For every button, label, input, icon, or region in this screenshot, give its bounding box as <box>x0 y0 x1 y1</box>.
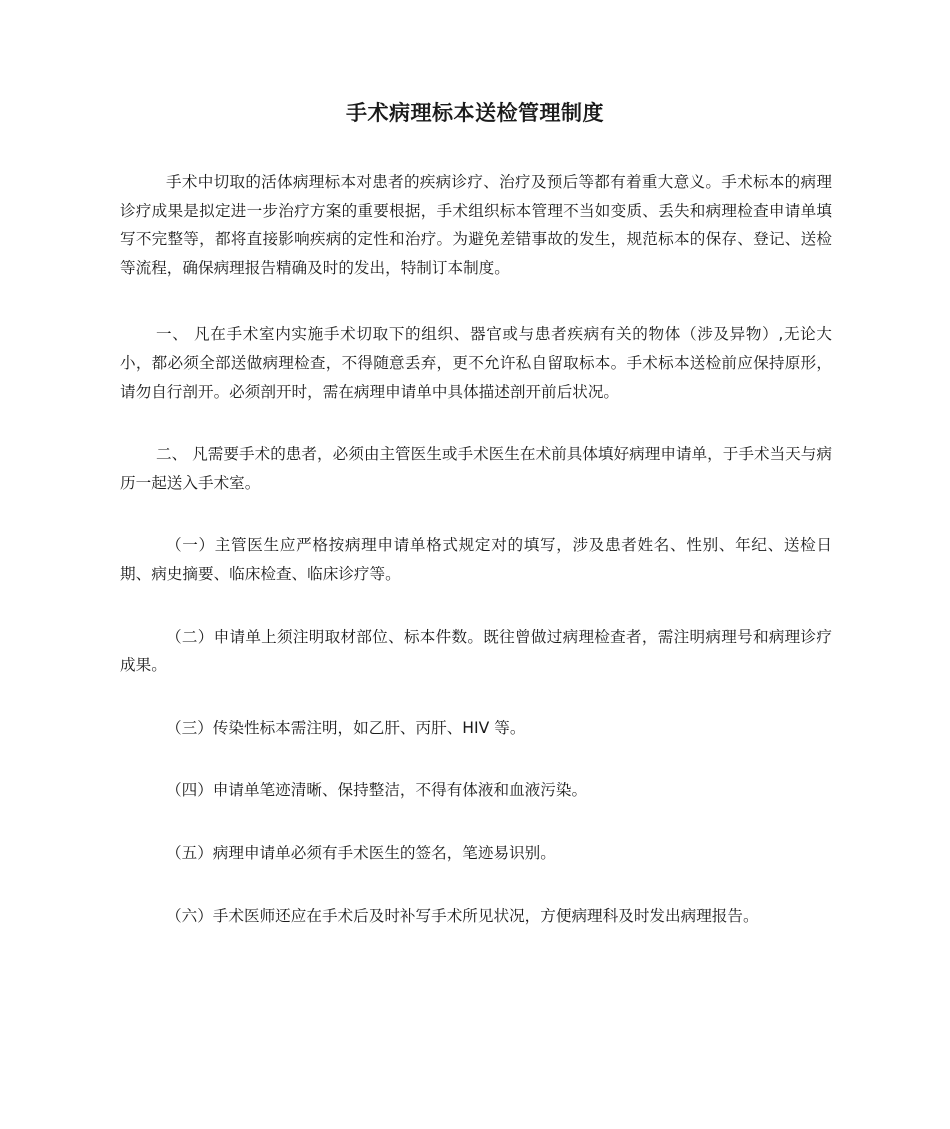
section-1-paragraph: 一、 凡在手术室内实施手术切取下的组织、器官或与患者疾病有关的物体（涉及异物）,无论大小，都必须全部送做病理检查，不得随意丢弃，更不允许私自留取标本。手术标本送检前应保持原形，请勿自行剖开。必须剖开时，需在病理申请单中具体描述剖开前后状况。 <box>120 325 832 401</box>
subsection-1-paragraph: （一）主管医生应严格按病理申请单格式规定对的填写，涉及患者姓名、性别、年纪、送检日期、病史摘要、临床检查、临床诊疗等。 <box>120 536 832 583</box>
intro-paragraph: 手术中切取的活体病理标本对患者的疾病诊疗、治疗及预后等都有着重大意义。手术标本的病理诊疗成果是拟定进一步治疗方案的重要根据，手术组织标本管理不当如变质、丢失和病理检查申请单填写不完整等，都将直接影响疾病的定性和治疗。为避免差错事故的发生，规范标本的保存、登记、送检等流程，确保病理报告精确及时的发出，特制订本制度。 <box>120 173 832 277</box>
subsection-2-paragraph: （二）申请单上须注明取材部位、标本件数。既往曾做过病理检查者，需注明病理号和病理诊疗成果。 <box>120 627 832 675</box>
document-body <box>120 168 832 964</box>
section-2-paragraph: 二、 凡需要手术的患者，必须由主管医生或手术医生在术前具体填好病理申请单，于手术当天与病历一起送入手术室。 <box>120 445 832 492</box>
subsection-4-paragraph: （四）申请单笔迹清晰、保持整洁，不得有体液和血液污染。 <box>166 781 588 800</box>
subsection-6-paragraph: （六）手术医师还应在手术后及时补写手术所见状况，方便病理科及时发出病理报告。 <box>166 906 759 925</box>
subsection-3-paragraph: （三）传染性标本需注明，如乙肝、丙肝、HIV 等。 <box>166 718 526 737</box>
document-title: 手术病理标本送检管理制度 <box>346 101 604 125</box>
subsection-5-paragraph: （五）病理申请单必须有手术医生的签名，笔迹易识别。 <box>166 843 556 862</box>
